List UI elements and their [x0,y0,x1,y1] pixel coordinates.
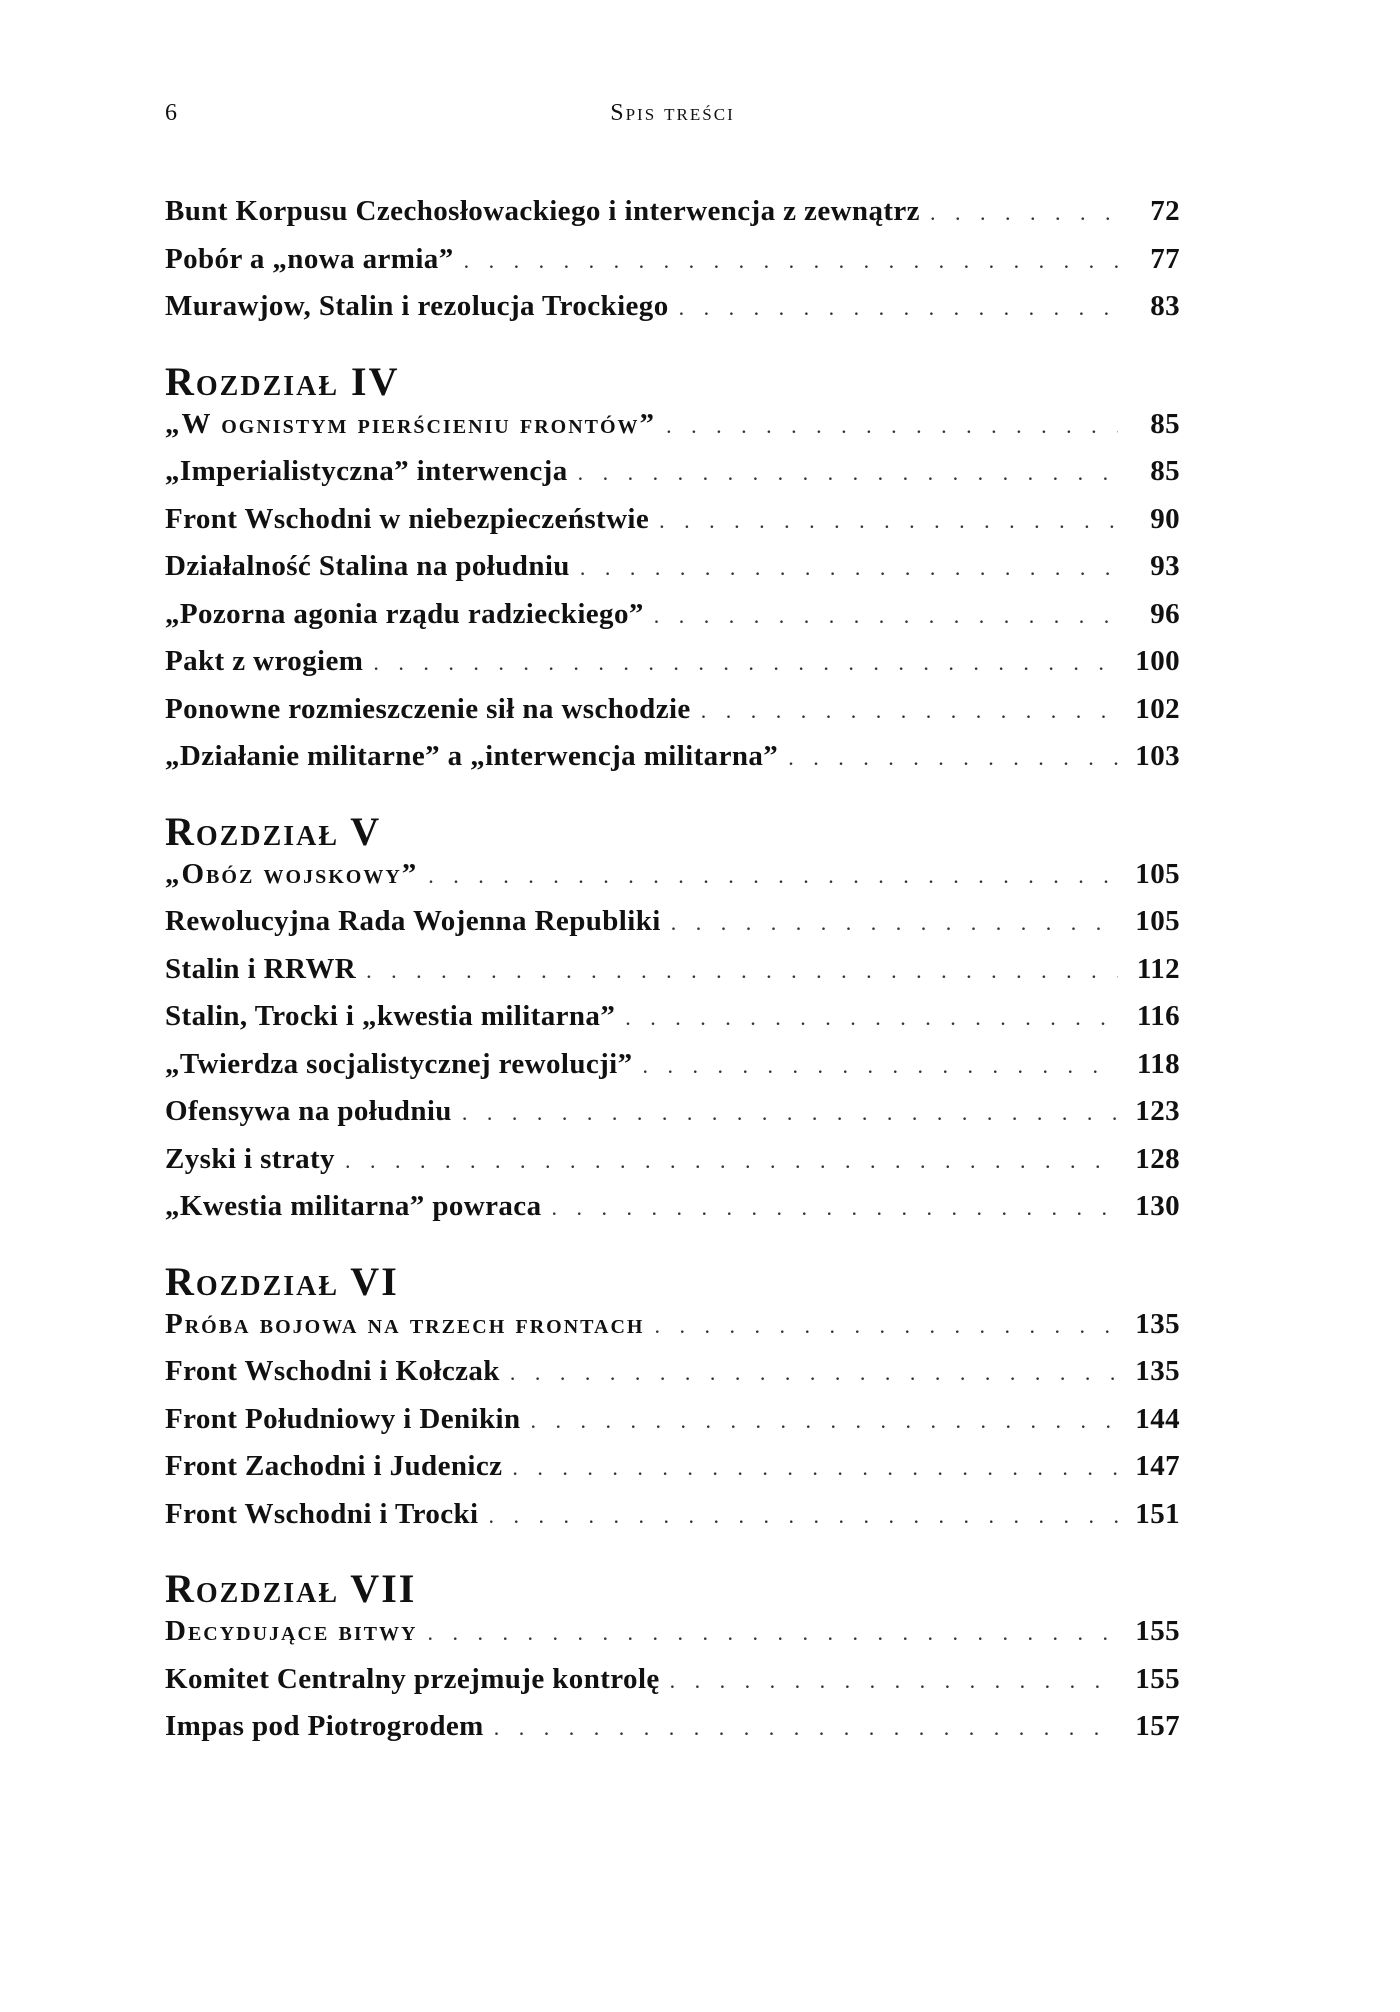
dot-leader [671,910,1118,936]
chapter-title-entry [165,858,1180,906]
entry-title: Front Wschodni i Trocki [165,1497,479,1530]
dot-leader [510,1360,1118,1386]
entry-title: Komitet Centralny przejmuje kontrolę [165,1662,660,1695]
entry-page: 96 [1150,597,1180,630]
toc-entry [165,1095,1180,1143]
entry-page: 105 [1135,905,1180,937]
dot-leader [701,698,1118,724]
entry-page: 85 [1150,455,1180,487]
dot-leader [666,413,1118,439]
entry-page: 93 [1150,550,1180,582]
chapter-label: Rozdział IV [165,358,400,404]
entry-title: Front Południowy i Denikin [165,1402,521,1435]
entry-page: 155 [1135,1662,1180,1695]
entry-title: Rewolucyjna Rada Wojenna Republiki [165,905,661,937]
entry-page: 135 [1135,1307,1180,1340]
dot-leader [655,1313,1119,1339]
dot-leader [654,603,1118,629]
entry-page: 77 [1150,242,1180,275]
chapter-title: „W ognistym pierścieniu frontów” [165,407,657,440]
dot-leader [625,1005,1118,1031]
toc-entry [165,1143,1180,1191]
dot-leader [930,200,1118,226]
entry-page: 72 [1150,195,1180,227]
entry-title: „Pozorna agonia rządu radzieckiego” [165,597,644,630]
entry-title: Front Wschodni w niebezpieczeństwie [165,502,650,535]
running-title: Spis treści [610,100,735,126]
chapter-vi [165,1260,1180,1546]
entry-page: 151 [1135,1497,1180,1530]
toc-entry [165,905,1180,953]
entry-title: Pakt z wrogiem [165,645,364,677]
entry-page: 85 [1150,407,1180,440]
entry-title: „Twierdza socjalistycznej rewolucji” [165,1047,633,1080]
toc-entry [165,1663,1180,1711]
dot-leader [373,650,1118,676]
dot-leader [366,958,1118,984]
entry-page: 147 [1135,1450,1180,1482]
toc-entry [165,693,1180,741]
chapter-title: Próba bojowa na trzech frontach [165,1307,645,1340]
entry-title: „Działanie militarne” a „interwencja militarna” [165,740,779,772]
chapter-title-entry [165,1308,1180,1356]
dot-leader [494,1715,1118,1741]
dot-leader [551,1195,1118,1221]
entry-title: Zyski i straty [165,1142,335,1175]
toc-entry [165,1710,1180,1758]
entry-page: 118 [1136,1047,1180,1080]
toc-entry [165,243,1180,291]
entry-page: 116 [1136,1000,1180,1032]
page-number: 6 [165,100,178,126]
toc-entry [165,740,1180,788]
entry-title: Stalin i RRWR [165,952,357,985]
toc-entry [165,598,1180,646]
toc-entry [165,1450,1180,1498]
toc-entry [165,1403,1180,1451]
entry-page: 135 [1135,1355,1180,1387]
entry-title: „Kwestia militarna” powraca [165,1190,542,1222]
chapter-title-entry [165,1615,1180,1663]
entry-page: 90 [1150,502,1180,535]
toc-entry [165,1000,1180,1048]
entry-page: 105 [1135,857,1180,890]
entry-page: 157 [1135,1710,1180,1742]
dot-leader [345,1148,1118,1174]
chapter-title: Decydujące bitwy [165,1615,418,1647]
dot-leader [578,460,1118,486]
entry-title: Stalin, Trocki i „kwestia militarna” [165,1000,616,1032]
toc-entry [165,953,1180,1001]
dot-leader [462,1100,1118,1126]
entry-title: „Imperialistyczna” interwencja [165,455,568,487]
dot-leader [489,1503,1118,1529]
running-head [165,100,1180,140]
entry-page: 128 [1135,1142,1180,1175]
toc-entry [165,1355,1180,1403]
toc-entry [165,550,1180,598]
dot-leader [670,1668,1118,1694]
toc-entry [165,1498,1180,1546]
toc-entry [165,1048,1180,1096]
entry-page: 83 [1150,290,1180,322]
dot-leader [464,248,1118,274]
entry-page: 102 [1135,692,1180,725]
chapter-label: Rozdział VI [165,1258,399,1304]
chapter-v [165,810,1180,1238]
toc-entry [165,195,1180,243]
table-of-contents [165,195,1180,1758]
toc-entry [165,503,1180,551]
dot-leader [788,745,1118,771]
chapter-iv [165,360,1180,788]
entry-title: Front Wschodni i Kołczak [165,1355,500,1387]
dot-leader [512,1455,1118,1481]
dot-leader [679,295,1118,321]
entry-page: 112 [1136,952,1180,985]
chapter-title-entry [165,408,1180,456]
dot-leader [428,863,1118,889]
dot-leader [659,508,1118,534]
entry-title: Działalność Stalina na południu [165,550,570,582]
chapter-label: Rozdział VII [165,1566,417,1611]
entry-page: 123 [1135,1095,1180,1127]
entry-page: 100 [1135,645,1180,677]
toc-entry [165,645,1180,693]
dot-leader [427,1620,1118,1646]
chapter-label: Rozdział V [165,808,382,854]
toc-entry [165,1190,1180,1238]
toc-entry [165,290,1180,338]
entry-title: Murawjow, Stalin i rezolucja Trockiego [165,290,669,322]
entry-title: Ponowne rozmieszczenie sił na wschodzie [165,692,691,725]
dot-leader [580,555,1118,581]
entry-title: Bunt Korpusu Czechosłowackiego i interwencja z zewnątrz [165,195,920,227]
intro-entries [165,195,1180,338]
entry-title: Impas pod Piotrogrodem [165,1710,484,1742]
entry-title: Ofensywa na południu [165,1095,452,1127]
entry-page: 155 [1135,1615,1180,1647]
dot-leader [643,1053,1118,1079]
entry-page: 103 [1135,740,1180,772]
entry-page: 144 [1135,1402,1180,1435]
chapter-title: „Obóz wojskowy” [165,857,419,890]
entry-title: Pobór a „nowa armia” [165,242,454,275]
toc-entry [165,455,1180,503]
entry-page: 130 [1135,1190,1180,1222]
dot-leader [531,1408,1118,1434]
entry-title: Front Zachodni i Judenicz [165,1450,503,1482]
chapter-vii [165,1567,1180,1758]
